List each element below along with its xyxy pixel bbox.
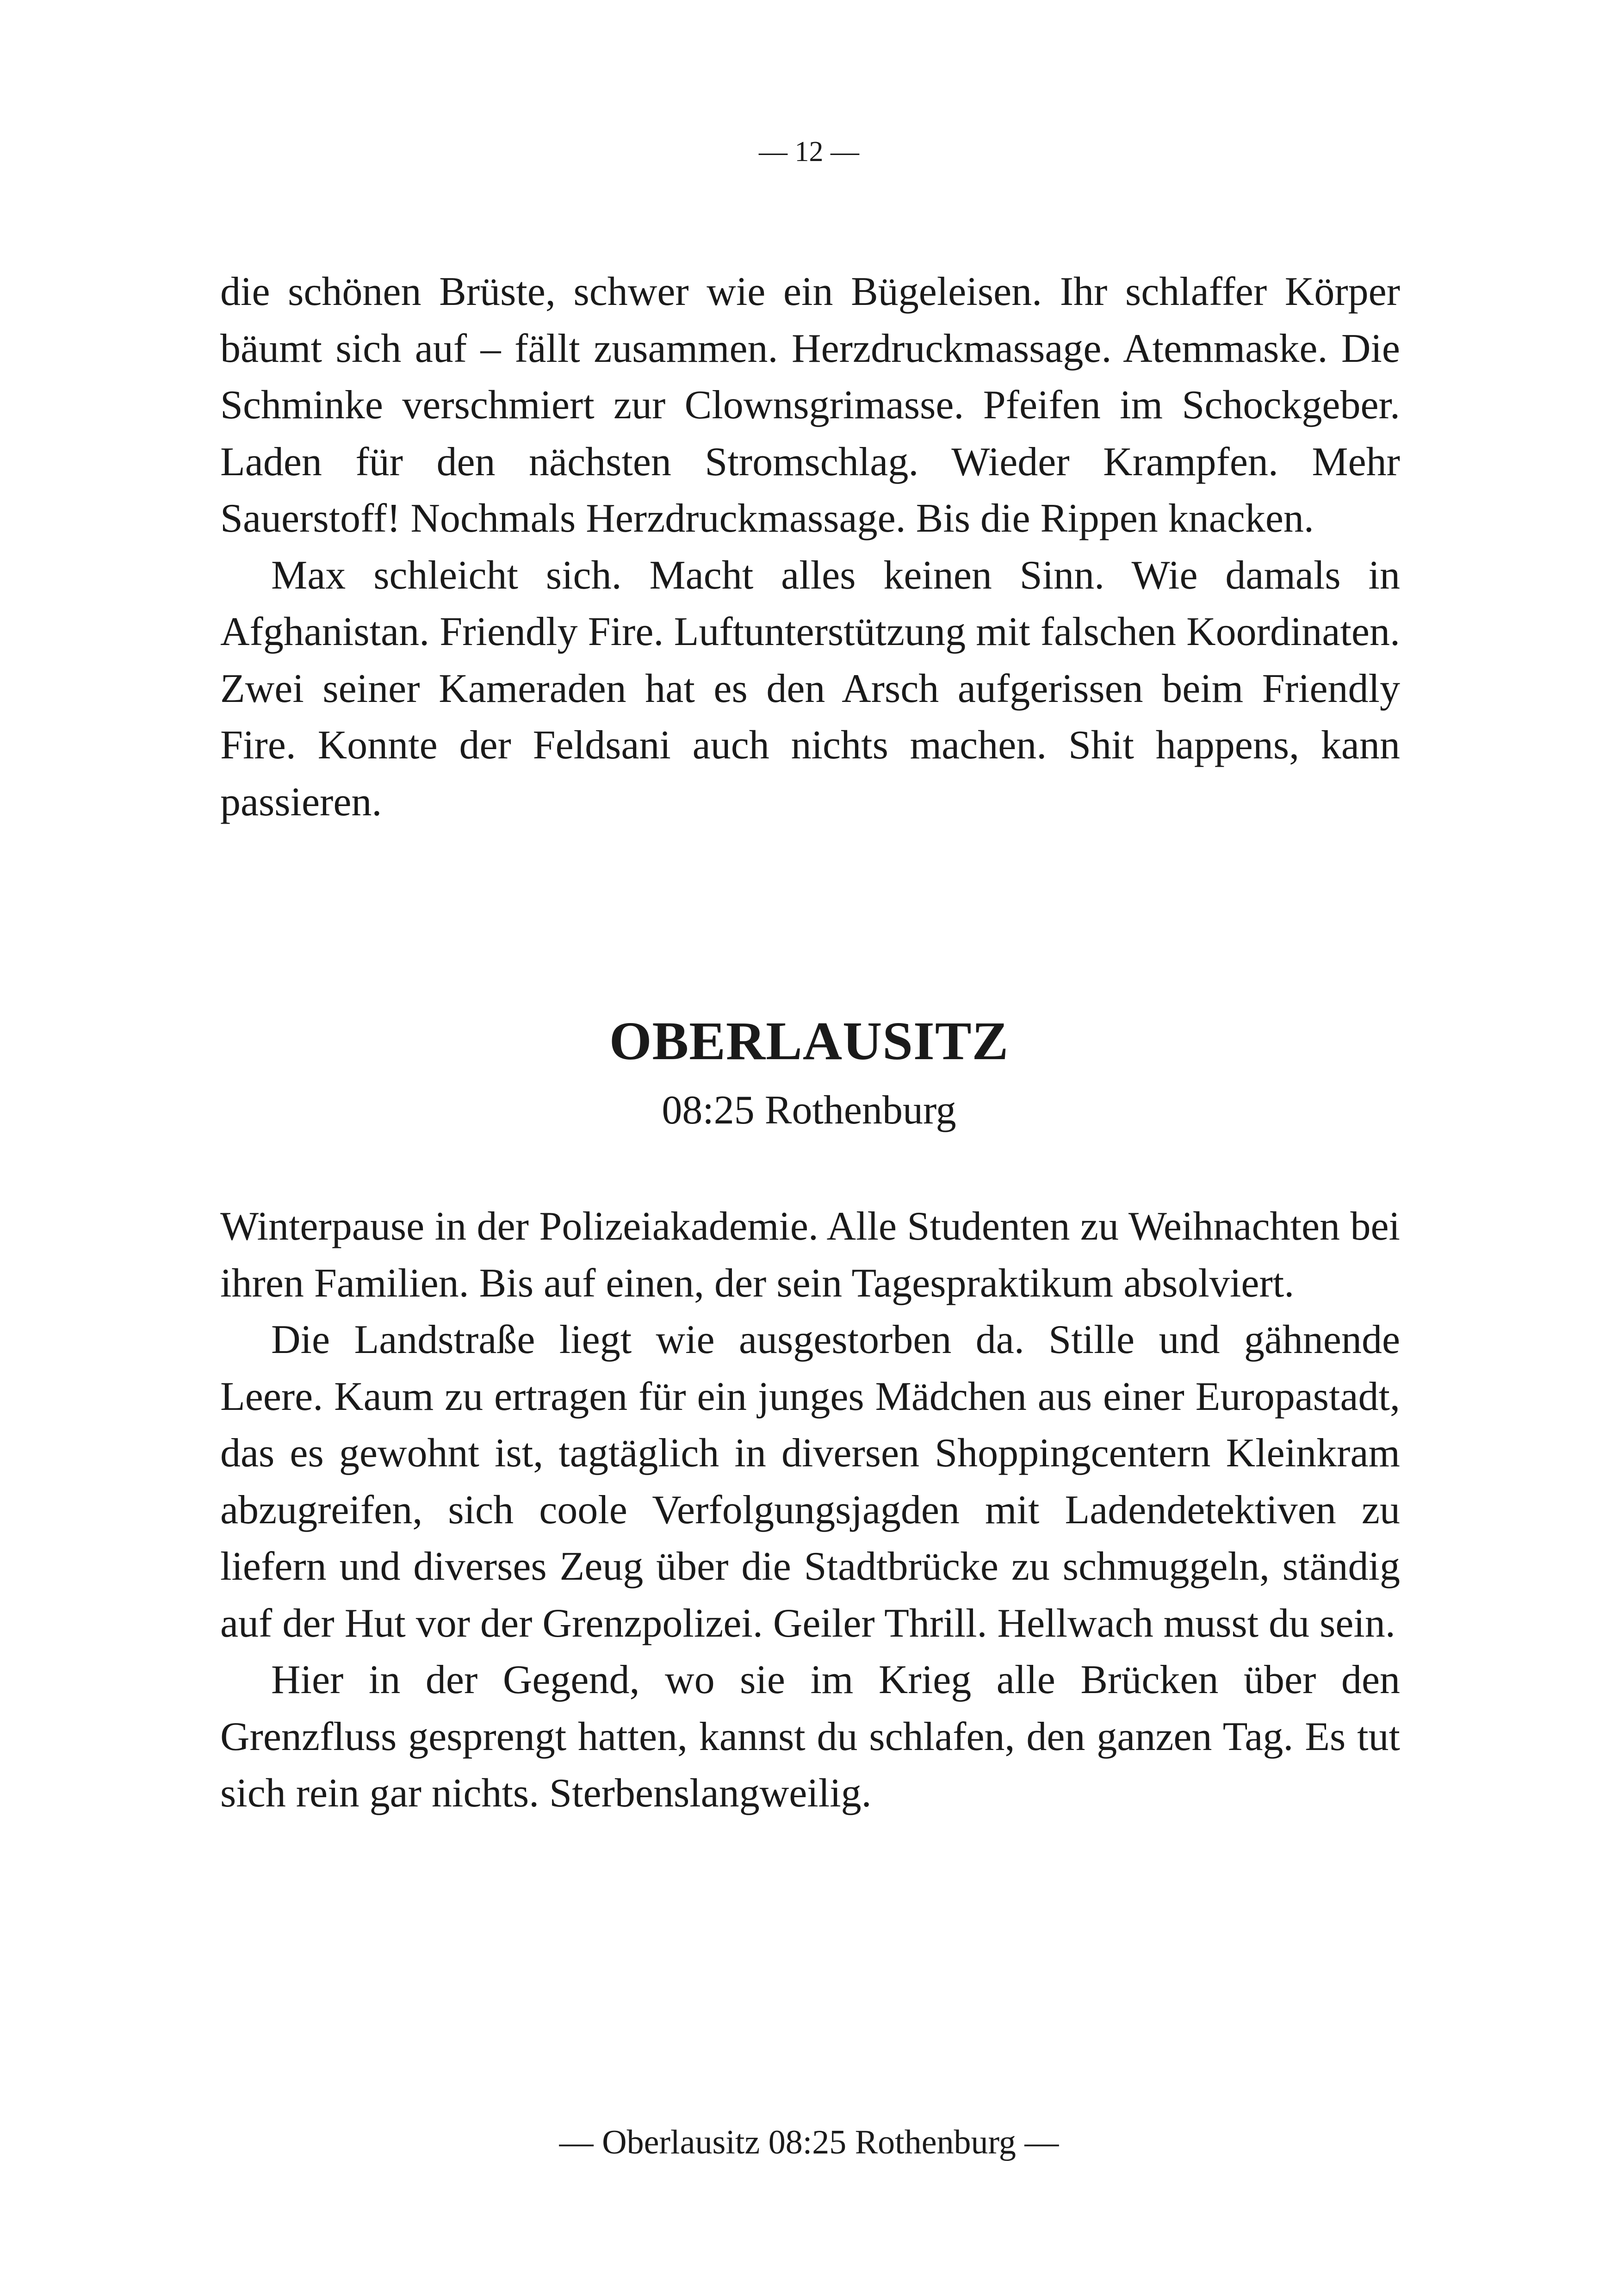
running-footer: — Oberlausitz 08:25 Rothenburg —	[559, 2123, 1059, 2161]
paragraph: Max schleicht sich. Macht alles keinen Sinn. Wie damals in Afghanistan. Friendly Fire. Luftunterstützung mit falschen Koordinaten. Zwei seiner Kameraden hat es den Arsch aufgerissen beim Friendly Fire. Konnte der Feldsani auch nichts machen. Shit happens, kann passieren.	[220, 552, 1400, 825]
paragraph: Winterpause in der Polizeiakademie. Alle Studenten zu Weihnachten bei ihren Familien. Bis auf einen, der sein Tagespraktikum absolviert.	[220, 1204, 1400, 1306]
chapter-title: OBERLAUSITZ	[609, 1011, 1009, 1071]
body-text-section-one	[220, 264, 1400, 831]
paragraph: die schönen Brüste, schwer wie ein Bügeleisen. Ihr schlaffer Körper bäumt sich auf – fällt zusammen. Herzdruckmassage. Atemmaske. Die Schminke verschmiert zur Clownsgrimasse. Pfeifen im Schockgeber. Laden für den nächsten Stromschlag. Wieder Krampfen. Mehr Sauerstoff! Nochmals Herzdruckmassage. Bis die Rippen knacken.	[220, 269, 1400, 541]
body-text-section-two	[220, 1198, 1400, 1822]
paragraph: Die Landstraße liegt wie ausgestorben da. Stille und gähnende Leere. Kaum zu ertragen für ein junges Mädchen aus einer Europastadt, das es gewohnt ist, tagtäglich in diversen Shoppingcentern Kleinkram abzugreifen, sich coole Verfolgungsjagden mit Ladendetektiven zu liefern und diverses Zeug über die Stadtbrücke zu schmuggeln, ständig auf der Hut vor der Grenzpolizei. Geiler Thrill. Hellwach musst du sein.	[220, 1317, 1400, 1646]
page-number: — 12 —	[759, 136, 859, 168]
paragraph: Hier in der Gegend, wo sie im Krieg alle Brücken über den Grenzfluss gesprengt hatten, kannst du schlafen, den ganzen Tag. Es tut sich rein gar nichts. Sterbenslangweilig.	[220, 1657, 1400, 1816]
chapter-subtitle: 08:25 Rothenburg	[662, 1088, 956, 1133]
